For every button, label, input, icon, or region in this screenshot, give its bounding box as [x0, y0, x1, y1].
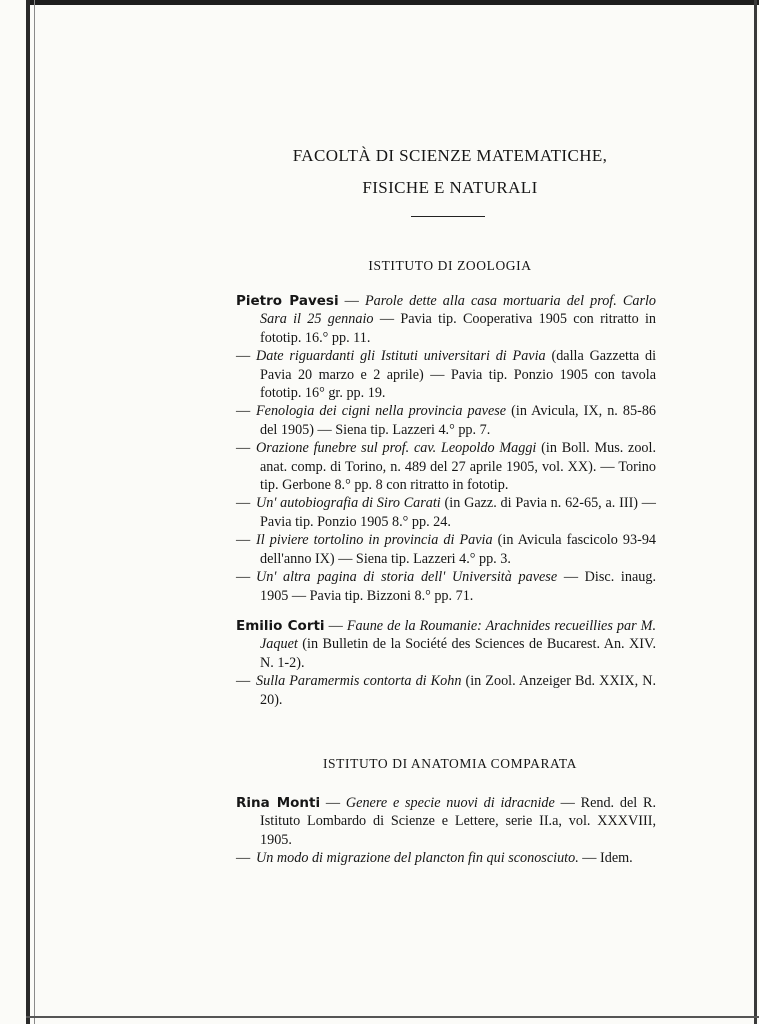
- work-title: Un modo di migrazione del plancton fin qui sconosciuto.: [256, 850, 579, 867]
- section-heading-anatomia: ISTITUTO DI ANATOMIA COMPARATA: [322, 756, 578, 771]
- title-rule: [411, 216, 485, 217]
- dash: —: [379, 311, 394, 328]
- author-name: Pietro Pavesi: [236, 293, 339, 309]
- work-details: — Idem.: [582, 850, 633, 867]
- work-details: — Disc. inaug. 1905 — Pavia tip. Bizzoni 8.° pp. 71.: [260, 569, 656, 604]
- work-title: Genere e specie nuovi di idracnide: [345, 795, 555, 811]
- author-name: Rina Monti: [236, 795, 321, 811]
- bib-entry: [236, 531, 656, 568]
- bib-entry: [236, 347, 656, 402]
- bib-entry: [236, 402, 656, 439]
- work-details: (in Gazz. di Pavia n. 62-65, a. III) — Pavia tip. Ponzio 1905 8.° pp. 24.: [260, 495, 656, 530]
- work-details: (in Avicula, IX, n. 85-86 del 1905) — Siena tip. Lazzeri 4.° pp. 7.: [260, 403, 657, 438]
- dash: —: [236, 532, 251, 549]
- bib-entry: [236, 439, 656, 494]
- work-title: Sulla Paramermis contorta di Kohn: [256, 673, 462, 690]
- work-title: Il piviere tortolino in provincia di Pavia: [256, 532, 493, 549]
- work-title: Parole dette alla casa mortuaria del prof. Carlo Sara il 25 gennaio: [260, 293, 656, 328]
- work-details: Pavia tip. Cooperativa 1905 con ritratto in fototip. 16.° pp. 11.: [260, 311, 657, 346]
- anatomia-bibliography: [236, 794, 656, 868]
- work-details: — Rend. del R. Istituto Lombardo di Scienze e Lettere, serie II.a, vol. XXXVIII, 1905.: [260, 795, 657, 848]
- bib-entry: [236, 849, 656, 867]
- work-title: Orazione funebre sul prof. cav. Leopoldo Maggi: [256, 440, 537, 457]
- dash: —: [236, 673, 251, 690]
- work-title: Fenologia dei cigni nella provincia pavese: [256, 403, 507, 420]
- faculty-title-line1: FACOLTÀ DI SCIENZE MATEMATICHE,: [292, 146, 608, 165]
- dash: —: [236, 495, 251, 512]
- zoologia-bibliography: [236, 292, 656, 709]
- dash: —: [236, 440, 251, 457]
- work-details: (in Boll. Mus. zool. anat. comp. di Torino, n. 489 del 27 aprile 1905, vol. XX). — Torino tip. Gerbone 8.° pp. 8 con ritratto in fototip.: [260, 440, 657, 494]
- bib-entry: [236, 568, 656, 605]
- dash: —: [236, 403, 251, 420]
- author-name: Emilio Corti: [236, 617, 325, 634]
- dash: —: [328, 617, 343, 634]
- bib-entry: [236, 494, 656, 531]
- work-title: Date riguardanti gli Istituti universitari di Pavia: [256, 348, 546, 365]
- bib-entry: [236, 794, 656, 849]
- work-details: (dalla Gazzetta di Pavia 20 marzo e 2 aprile) — Pavia tip. Ponzio 1905 con tavola fototip. 16° gr. pp. 19.: [260, 348, 657, 402]
- bib-entry: [236, 617, 656, 672]
- work-title: Un' autobiografia di Siro Carati: [256, 495, 441, 512]
- section-heading-zoologia: ISTITUTO DI ZOOLOGIA: [368, 258, 532, 273]
- faculty-title-line2: FISICHE E NATURALI: [362, 178, 538, 197]
- work-details: (in Zool. Anzeiger Bd. XXIX, N. 20).: [260, 673, 657, 708]
- dash: —: [236, 348, 251, 365]
- dash: —: [344, 293, 359, 309]
- bib-entry: [236, 672, 656, 709]
- dash: —: [236, 569, 251, 586]
- dash: —: [236, 850, 251, 867]
- dash: —: [325, 795, 341, 811]
- work-details: (in Avicula fascicolo 93-94 dell'anno IX) — Siena tip. Lazzeri 4.° pp. 3.: [260, 532, 657, 567]
- work-details: (in Bulletin de la Société des Sciences de Bucarest. An. XIV. N. 1-2).: [260, 636, 656, 671]
- bib-entry: [236, 292, 656, 347]
- work-title: Un' altra pagina di storia dell' Università pavese: [256, 569, 558, 586]
- work-title: Faune de la Roumanie: Arachnides recueillies par M. Jaquet: [260, 617, 657, 653]
